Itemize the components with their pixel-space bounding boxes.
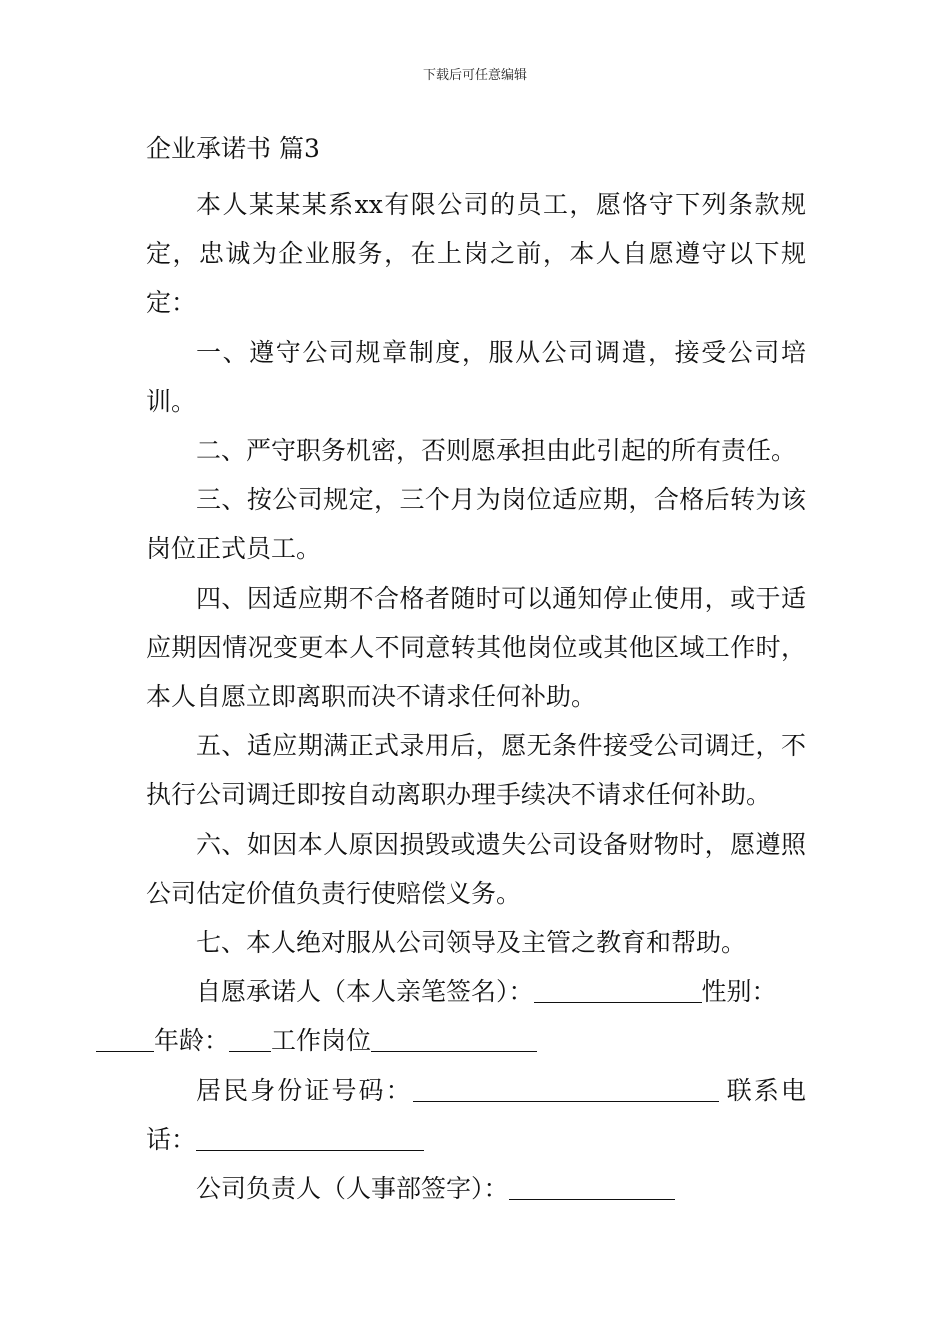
- document-title: 企业承诺书 篇3: [146, 134, 320, 163]
- gender-label: 性别：: [701, 977, 777, 1007]
- clause-2: 二、严守职务机密，否则愿承担由此引起的所有责任。: [196, 436, 797, 466]
- clause-1: 一、遵守公司规章制度，服从公司调遣，接受公司培训。: [146, 337, 806, 416]
- header-note: 下载后可任意编辑: [422, 68, 527, 83]
- signer-field-row: [146, 967, 806, 1065]
- age-label: 年龄：: [154, 1026, 230, 1056]
- id-blank: [413, 1076, 719, 1102]
- age-blank: [229, 1026, 271, 1052]
- id-field-row: [146, 1066, 806, 1164]
- clause-5: 五、适应期满正式录用后，愿无条件接受公司调迁，不执行公司调迁即按自动离职办理手续决不请求任何补助。: [146, 731, 806, 810]
- clause-6: 六、如因本人原因损毁或遗失公司设备财物时，愿遵照公司估定价值负责行使赔偿义务。: [146, 829, 806, 908]
- intro-paragraph: 本人某某某系xx有限公司的员工，愿恪守下列条款规定，忠诚为企业服务，在上岗之前，本人自愿遵守以下规定：: [146, 190, 806, 318]
- phone-blank: [196, 1125, 424, 1151]
- clause-7: 七、本人绝对服从公司领导及主管之教育和帮助。: [196, 928, 747, 958]
- company-field-row: [146, 1164, 806, 1213]
- clause-4: 四、因适应期不合格者随时可以通知停止使用，或于适应期因情况变更本人不同意转其他岗位或其他区域工作时，本人自愿立即离职而决不请求任何补助。: [146, 583, 806, 712]
- clause-3: 三、按公司规定，三个月为岗位适应期，合格后转为该岗位正式员工。: [146, 485, 806, 564]
- signer-blank: [534, 977, 702, 1003]
- position-label: 工作岗位: [271, 1026, 372, 1056]
- company-label: 公司负责人（人事部签字）：: [196, 1174, 509, 1204]
- id-label: 居民身份证号码：: [196, 1075, 413, 1105]
- phone-label: 联系电话：: [146, 1075, 806, 1154]
- document-body: [146, 180, 806, 1213]
- position-blank: [371, 1026, 537, 1052]
- gender-blank: [96, 1026, 154, 1052]
- company-blank: [509, 1174, 675, 1200]
- signer-label: 自愿承诺人（本人亲笔签名）：: [196, 977, 534, 1007]
